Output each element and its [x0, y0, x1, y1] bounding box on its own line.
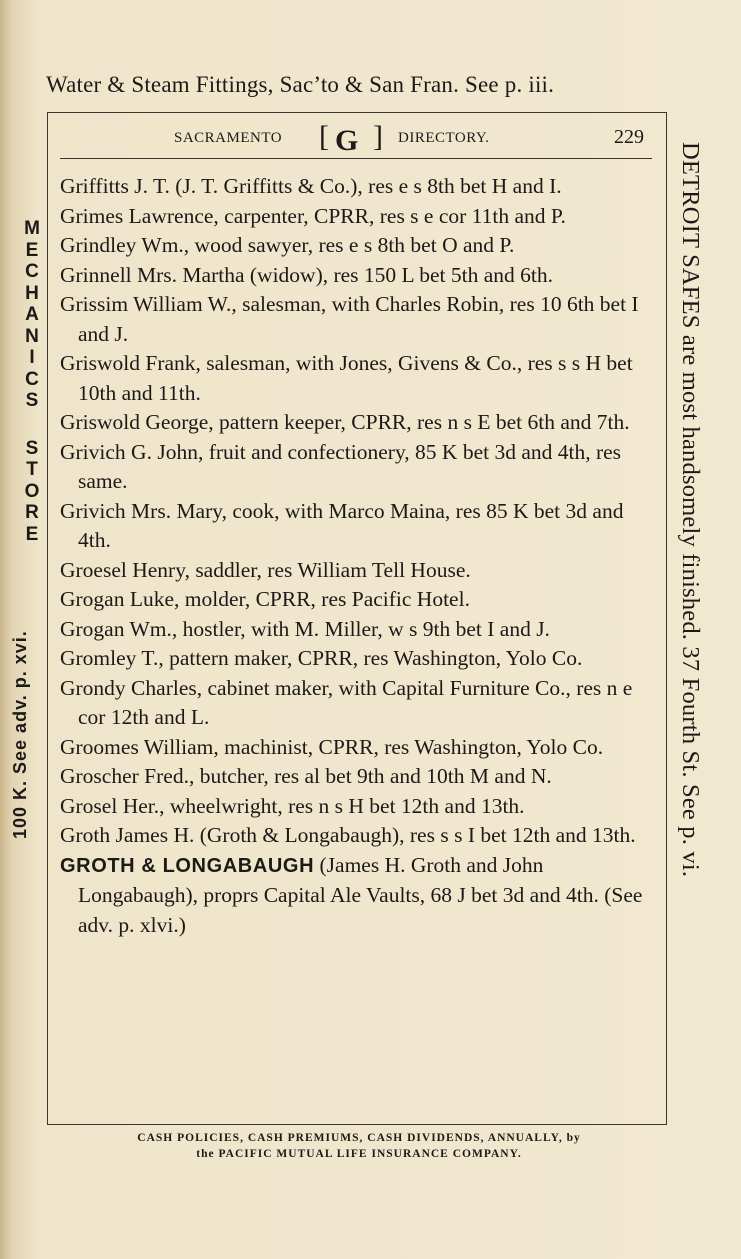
margin-letter: C [25, 368, 39, 390]
margin-letter: C [25, 261, 39, 282]
entry-text: Griswold Frank, salesman, with Jones, Givens & Co., res s s H bet 10th and 11th. [60, 351, 633, 405]
margin-letter: N [25, 325, 39, 347]
directory-entry [60, 172, 652, 202]
right-margin-ad [672, 142, 712, 1102]
entry-text: Grissim William W., salesman, with Charles Robin, res 10 6th bet I and J. [60, 292, 639, 346]
bottom-ad-line2: the PACIFIC MUTUAL LIFE INSURANCE COMPANY. [196, 1148, 522, 1160]
entry-text: Griffitts J. T. (J. T. Griffitts & Co.), res e s 8th bet H and I. [60, 174, 562, 198]
directory-entry [60, 202, 652, 232]
directory-entries [60, 172, 652, 940]
directory-entry [60, 438, 652, 497]
entry-text: Grivich Mrs. Mary, cook, with Marco Maina, res 85 K bet 3d and 4th. [60, 498, 624, 552]
directory-entry [60, 261, 652, 291]
entry-text: Grogan Wm., hostler, with M. Miller, w s 9th bet I and J. [60, 616, 550, 641]
directory-entry [60, 644, 652, 674]
running-header [60, 122, 652, 159]
header-city: SACRAMENTO [174, 130, 283, 146]
left-margin-word-mechanics [21, 218, 43, 412]
margin-letter: A [25, 304, 39, 325]
left-margin-rotated-text: 100 K. See adv. p. xvi. [10, 630, 30, 839]
directory-entry [60, 851, 652, 941]
margin-letter: M [24, 218, 40, 239]
margin-letter: T [26, 459, 38, 480]
directory-entry [60, 821, 652, 851]
header-bracket-close: ] [373, 120, 383, 153]
header-letter: G [335, 124, 359, 157]
margin-letter: H [25, 282, 39, 304]
entry-text: Groomes William, machinist, CPRR, res Washington, Yolo Co. [60, 734, 604, 759]
header-bracket-open: [ [319, 120, 329, 153]
margin-letter: R [25, 502, 39, 523]
directory-entry [60, 762, 652, 792]
entry-bold-name: GROTH & LONGABAUGH [60, 854, 315, 877]
directory-entry [60, 497, 652, 556]
entry-text: Grindley Wm., wood sawyer, res e s 8th bet O and P. [60, 233, 515, 257]
entry-text: Gromley T., pattern maker, CPRR, res Washington, Yolo Co. [60, 646, 583, 670]
entry-text: (James H. Groth and John Longabaugh), proprs Capital Ale Vaults, 68 J bet 3d and 4th. (See adv. p. xlvi.) [78, 852, 643, 937]
top-advertisement: Water & Steam Fittings, Sac’to & San Fran. See p. iii. [46, 72, 555, 97]
entry-text: Grogan Luke, molder, CPRR, res Pacific Hotel. [60, 587, 470, 611]
entry-text: Grosel Her., wheelwright, res n s H bet 12th and 13th. [60, 793, 525, 818]
entry-text: Grimes Lawrence, carpenter, CPRR, res s e cor 11th and P. [60, 203, 566, 228]
page-number: 229 [614, 126, 644, 148]
margin-letter: S [25, 437, 39, 459]
left-margin-word-store [21, 438, 43, 546]
header-directory: DIRECTORY. [398, 130, 490, 146]
directory-entry [60, 674, 652, 733]
directory-entry [60, 792, 652, 822]
entry-text: Grinnell Mrs. Martha (widow), res 150 L bet 5th and 6th. [60, 262, 554, 287]
margin-letter: E [25, 239, 39, 261]
margin-letter: O [24, 480, 40, 502]
entry-text: Grondy Charles, cabinet maker, with Capital Furniture Co., res n e cor 12th and L. [60, 675, 633, 729]
directory-entry [60, 408, 652, 438]
entry-text: Groth James H. (Groth & Longabaugh), res s s I bet 12th and 13th. [60, 823, 636, 847]
directory-entry [60, 733, 652, 763]
entry-text: Grivich G. John, fruit and confectionery, 85 K bet 3d and 4th, res same. [60, 439, 622, 493]
left-margin-rotated-ad [10, 630, 40, 1005]
bottom-advertisement [44, 1130, 674, 1162]
margin-letter: S [25, 390, 39, 411]
entry-text: Groscher Fred., butcher, res al bet 9th and 10th M and N. [60, 764, 552, 788]
right-margin-text: DETROIT SAFES are most handsomely finished. 37 Fourth St. See p. vi. [677, 142, 704, 878]
entry-text: Groesel Henry, saddler, res William Tell House. [60, 557, 471, 582]
directory-entry [60, 615, 652, 645]
directory-entry [60, 349, 652, 408]
bottom-ad-line1: CASH POLICIES, CASH PREMIUMS, CASH DIVIDENDS, ANNUALLY, by [137, 1132, 581, 1144]
directory-entry [60, 290, 652, 349]
directory-entry [60, 585, 652, 615]
directory-entry [60, 556, 652, 586]
entry-text: Griswold George, pattern keeper, CPRR, res n s E bet 6th and 7th. [60, 410, 630, 434]
margin-letter: I [29, 347, 35, 368]
directory-entry [60, 231, 652, 261]
margin-letter: E [25, 523, 39, 545]
